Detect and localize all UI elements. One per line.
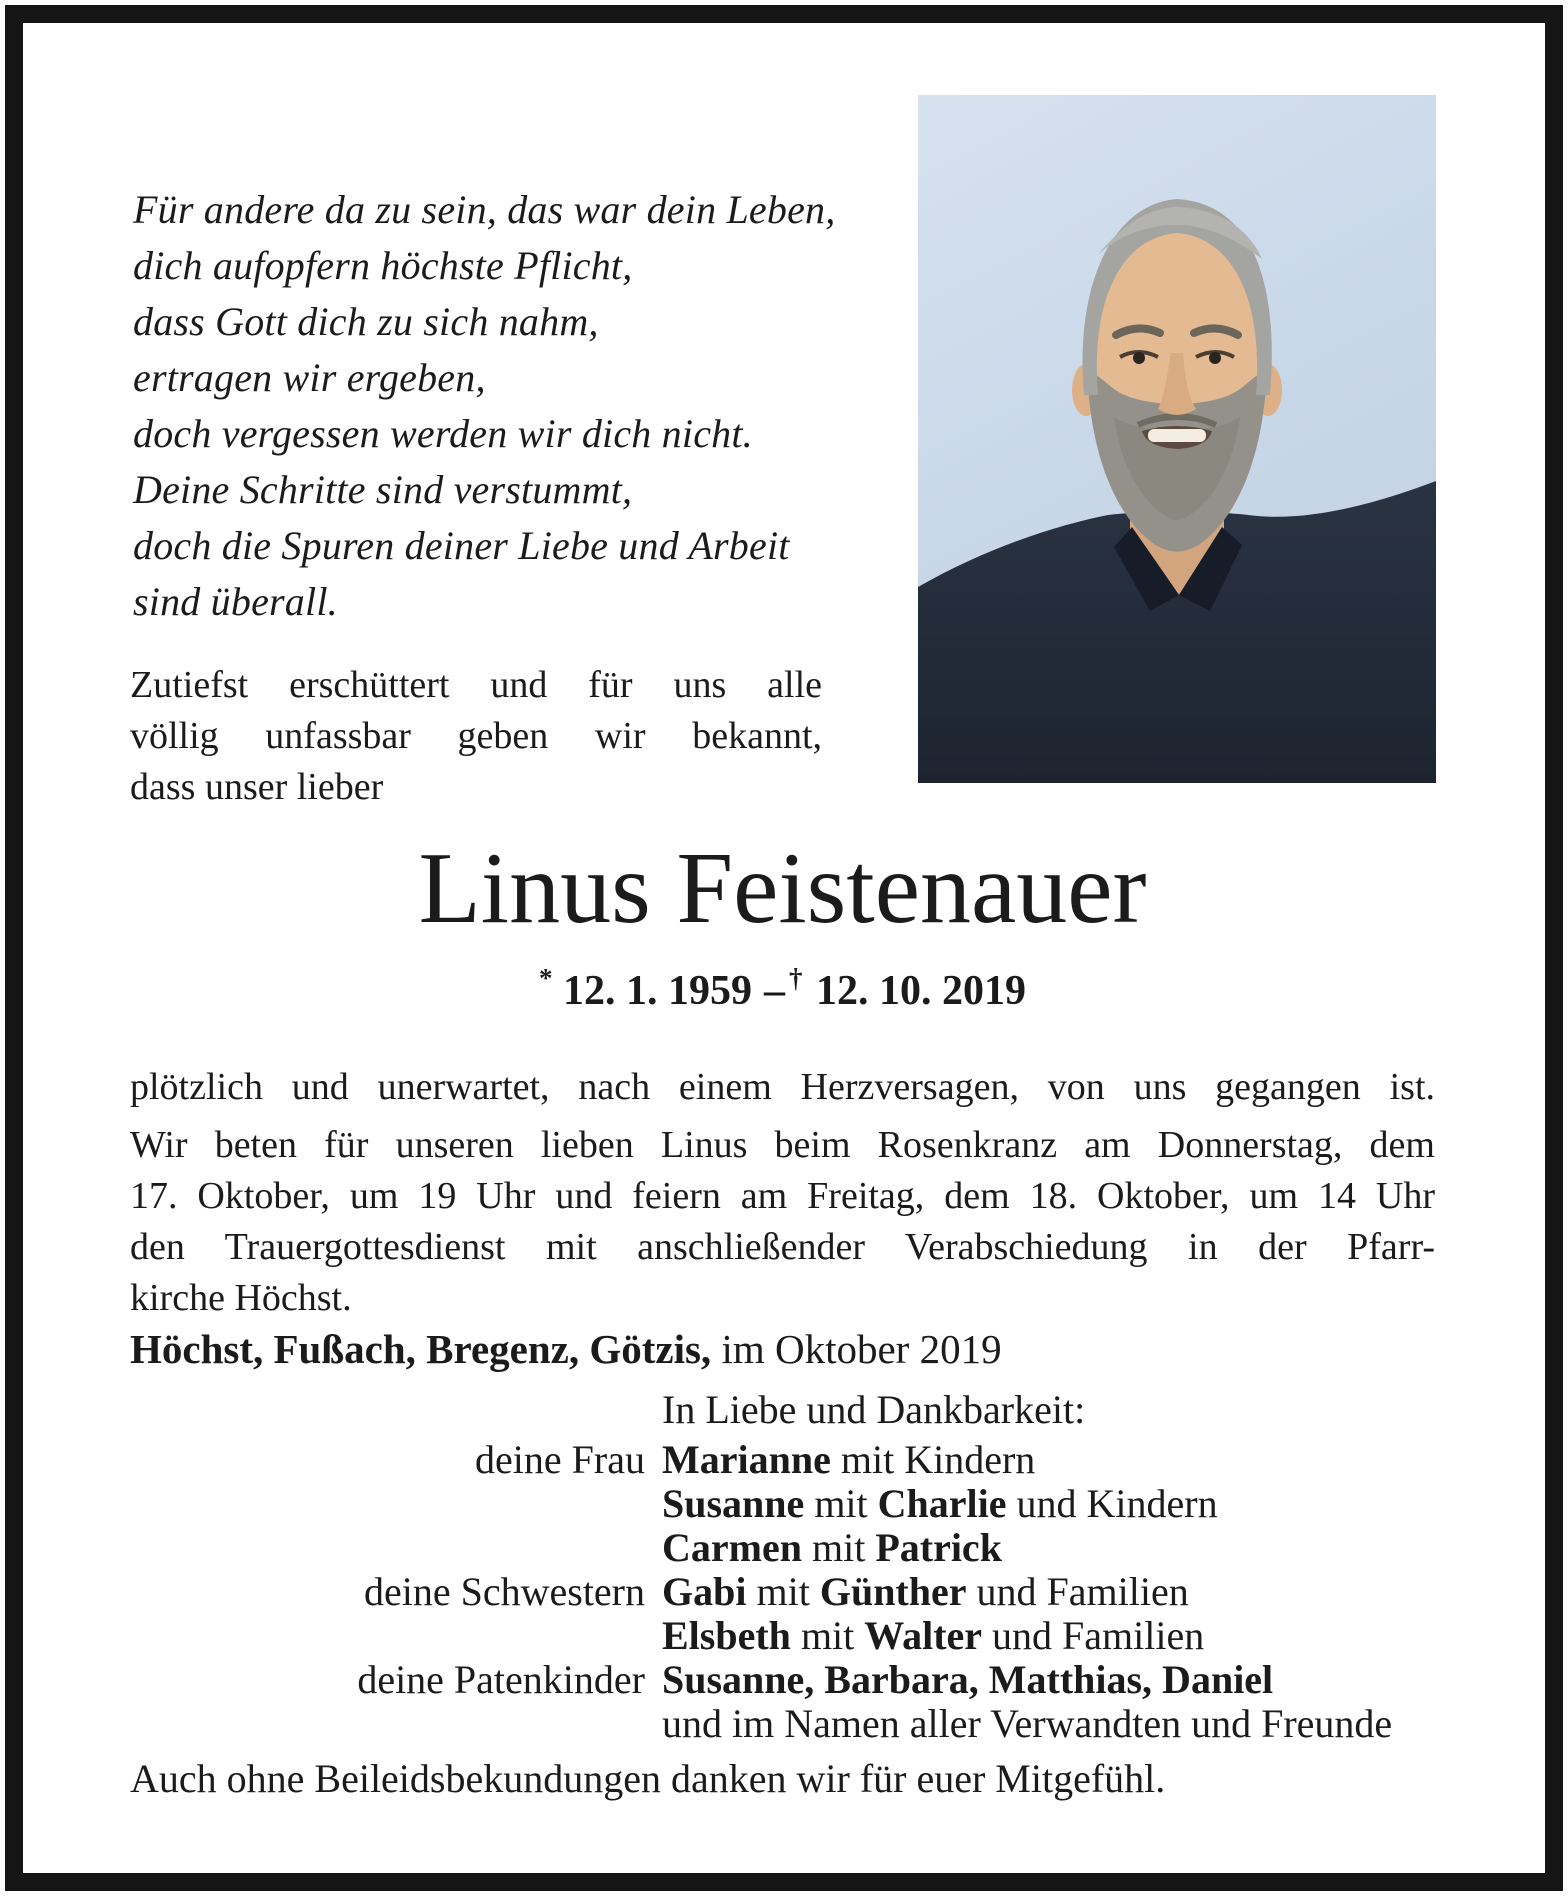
- family-row: [130, 1526, 1435, 1570]
- announcement-line: Zutiefst erschüttert und für uns alle: [130, 664, 822, 706]
- service-paragraph-line: kirche Höchst.: [130, 1277, 352, 1319]
- family-names: [662, 1614, 1435, 1658]
- family-names: [662, 1570, 1435, 1614]
- birth-star-icon: *: [539, 963, 553, 993]
- family-text: mit: [746, 1569, 820, 1614]
- family-text: und Familien: [966, 1569, 1189, 1614]
- family-row: [130, 1570, 1435, 1614]
- life-dates: [130, 952, 1435, 1017]
- family-name: Susanne, Barbara, Matthias, Daniel: [662, 1657, 1274, 1702]
- family-label: deine Frau: [475, 1437, 645, 1482]
- poem-line: ertragen wir ergeben,: [133, 355, 486, 400]
- service-paragraph: [130, 1120, 1435, 1324]
- announcement: [130, 660, 822, 813]
- family-name: Carmen: [662, 1525, 802, 1570]
- family-name: Gabi: [662, 1569, 747, 1614]
- memorial-poem: [133, 182, 913, 630]
- family-name: Charlie: [877, 1481, 1007, 1526]
- family-label: [130, 1482, 662, 1526]
- family-row: [130, 1614, 1435, 1658]
- family-label: [130, 1702, 662, 1746]
- death-date: 12. 10. 2019: [816, 968, 1026, 1014]
- family-text: und Kindern: [1006, 1481, 1218, 1526]
- locations-date: im Oktober 2019: [711, 1326, 1002, 1372]
- death-paragraph-line: plötzlich und unerwartet, nach einem Herzversagen, von uns gegangen ist.: [130, 1066, 1435, 1108]
- family-text: mit: [790, 1613, 865, 1658]
- family-names: [662, 1438, 1435, 1482]
- poem-line: doch vergessen werden wir dich nicht.: [133, 411, 753, 456]
- portrait-photo: [918, 95, 1436, 783]
- family-names: [662, 1526, 1435, 1570]
- family-label: deine Patenkinder: [357, 1657, 645, 1702]
- family-names: [662, 1658, 1435, 1702]
- family-text: mit: [804, 1481, 878, 1526]
- family-label: [130, 1526, 662, 1570]
- birth-date: 12. 1. 1959: [563, 968, 752, 1014]
- family-label: deine Schwestern: [363, 1569, 645, 1614]
- death-cross-icon: †: [789, 963, 803, 993]
- poem-line: Deine Schritte sind verstummt,: [133, 467, 633, 512]
- family-text: und im Namen aller Verwandten und Freunde: [662, 1701, 1393, 1746]
- family-text: und Familien: [982, 1613, 1205, 1658]
- family-row: [130, 1658, 1435, 1702]
- service-paragraph-line: den Trauergottesdienst mit anschließender Verabschiedung in der Pfarr-: [130, 1226, 1435, 1268]
- service-paragraph-line: 17. Oktober, um 19 Uhr und feiern am Freitag, dem 18. Oktober, um 14 Uhr: [130, 1175, 1435, 1217]
- family-label: [130, 1614, 662, 1658]
- announcement-line: völlig unfassbar geben wir bekannt,: [130, 715, 822, 757]
- poem-line: sind überall.: [133, 579, 338, 624]
- family-row: [130, 1438, 1435, 1482]
- poem-line: doch die Spuren deiner Liebe und Arbeit: [133, 523, 790, 568]
- family-name: Günther: [819, 1569, 967, 1614]
- locations-bold: Höchst, Fußach, Bregenz, Götzis,: [130, 1326, 712, 1372]
- family-text: mit: [801, 1525, 876, 1570]
- family-name: Marianne: [662, 1437, 831, 1482]
- deceased-name: Linus Feistenauer: [418, 832, 1147, 945]
- family-names: [662, 1482, 1435, 1526]
- family-name: Susanne: [662, 1481, 805, 1526]
- gratitude-heading: In Liebe und Dankbarkeit:: [662, 1387, 1086, 1432]
- death-paragraph: [130, 1062, 1435, 1113]
- family-row: [130, 1702, 1435, 1746]
- family-name: Patrick: [875, 1525, 1002, 1570]
- service-paragraph-line: Wir beten für unseren lieben Linus beim Rosenkranz am Donnerstag, dem: [130, 1124, 1435, 1166]
- family-name: Elsbeth: [662, 1613, 791, 1658]
- family-names: [662, 1702, 1435, 1746]
- family-name: Walter: [864, 1613, 983, 1658]
- dates-dash: –: [764, 968, 785, 1014]
- announcement-line: dass unser lieber: [130, 766, 384, 808]
- portrait-photo-graphic: [918, 95, 1436, 783]
- family-list: [130, 1438, 1435, 1746]
- poem-line: Für andere da zu sein, das war dein Leben,: [133, 187, 836, 232]
- closing-line: Auch ohne Beileidsbekundungen danken wir für euer Mitgefühl.: [130, 1756, 1166, 1801]
- poem-line: dass Gott dich zu sich nahm,: [133, 299, 599, 344]
- family-text: mit Kindern: [830, 1437, 1036, 1482]
- locations-line: [130, 1324, 1435, 1374]
- poem-line: dich aufopfern höchste Pflicht,: [133, 243, 633, 288]
- family-row: [130, 1482, 1435, 1526]
